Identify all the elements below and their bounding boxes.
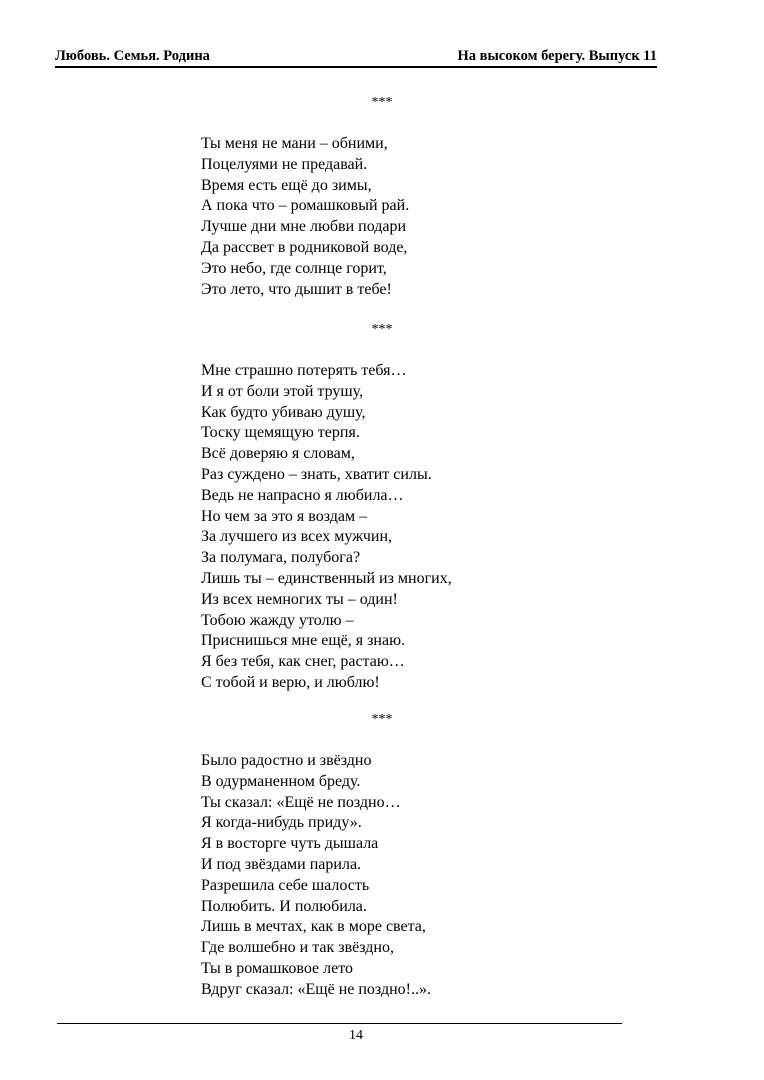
- poem-line: Где волшебно и так звёздно,: [201, 939, 394, 957]
- poem-line: Разрешила себе шалость: [201, 876, 370, 894]
- poem-line: Я без тебя, как снег, растаю…: [201, 653, 405, 671]
- header-divider: [55, 66, 657, 68]
- poem-line: Лишь в мечтах, как в море света,: [201, 918, 426, 936]
- poem-line: Было радостно и звёздно: [201, 752, 372, 769]
- poem-3: [201, 751, 431, 1001]
- poem-separator-1: ***: [371, 95, 393, 110]
- poem-line: Я в восторге чуть дышала: [201, 835, 379, 853]
- poem-line: И я от боли этой трушу,: [201, 382, 364, 400]
- poem-line: Приснишься мне ещё, я знаю.: [201, 632, 406, 650]
- page-number: 14: [349, 1028, 363, 1043]
- header-book-title: Любовь. Семья. Родина: [55, 48, 210, 64]
- poem-line: Раз суждено – знать, хватит силы.: [201, 465, 432, 483]
- poem-line: За полумага, полубога?: [201, 549, 361, 567]
- poem-line: Да рассвет в родниковой воде,: [201, 238, 408, 256]
- poem-line: Тоску щемящую терпя.: [201, 424, 360, 442]
- poem-line: Из всех немногих ты – один!: [201, 590, 398, 608]
- poem-line: Ведь не напрасно я любила…: [201, 486, 404, 504]
- poem-line: В одурманенном бреду.: [201, 772, 361, 790]
- poem-2: [201, 361, 452, 694]
- poem-line: Лучше дни мне любви подари: [201, 218, 407, 236]
- poem-line: А пока что – ромашковый рай.: [201, 197, 410, 215]
- poem-line: Лишь ты – единственный из многих,: [201, 569, 452, 587]
- poem-1: [201, 134, 409, 300]
- poem-line: Тобою жажду утолю –: [201, 611, 354, 629]
- poem-line: Но чем за это я воздам –: [201, 507, 368, 525]
- poem-separator-2: ***: [371, 322, 393, 337]
- header-issue-title: На высоком берегу. Выпуск 11: [457, 48, 657, 64]
- poem-line: Вдруг сказал: «Ещё не поздно!..».: [201, 980, 431, 998]
- poem-line: Как будто убиваю душу,: [201, 403, 366, 421]
- poem-line: Мне страшно потерять тебя…: [201, 362, 407, 379]
- poem-line: Я когда-нибудь приду».: [201, 814, 362, 832]
- poem-line: Ты в ромашковое лето: [201, 959, 353, 977]
- poem-line: И под звёздами парила.: [201, 855, 362, 873]
- poem-line: Время есть ещё до зимы,: [201, 176, 372, 194]
- poem-line: За лучшего из всех мужчин,: [201, 528, 393, 546]
- poem-line: Это небо, где солнце горит,: [201, 259, 387, 277]
- poem-line: Полюбить. И полюбила.: [201, 897, 367, 915]
- poem-separator-3: ***: [371, 712, 393, 727]
- poem-line: Это лето, что дышит в тебе!: [201, 280, 392, 298]
- poem-line: Ты меня не мани – обними,: [201, 135, 388, 152]
- poem-line: С тобой и верю, и люблю!: [201, 673, 380, 691]
- poem-line: Всё доверяю я словам,: [201, 445, 355, 463]
- footer-divider: [57, 1023, 622, 1024]
- poem-line: Поцелуями не предавай.: [201, 155, 368, 173]
- running-header: [55, 46, 657, 66]
- poem-line: Ты сказал: «Ещё не поздно…: [201, 793, 401, 811]
